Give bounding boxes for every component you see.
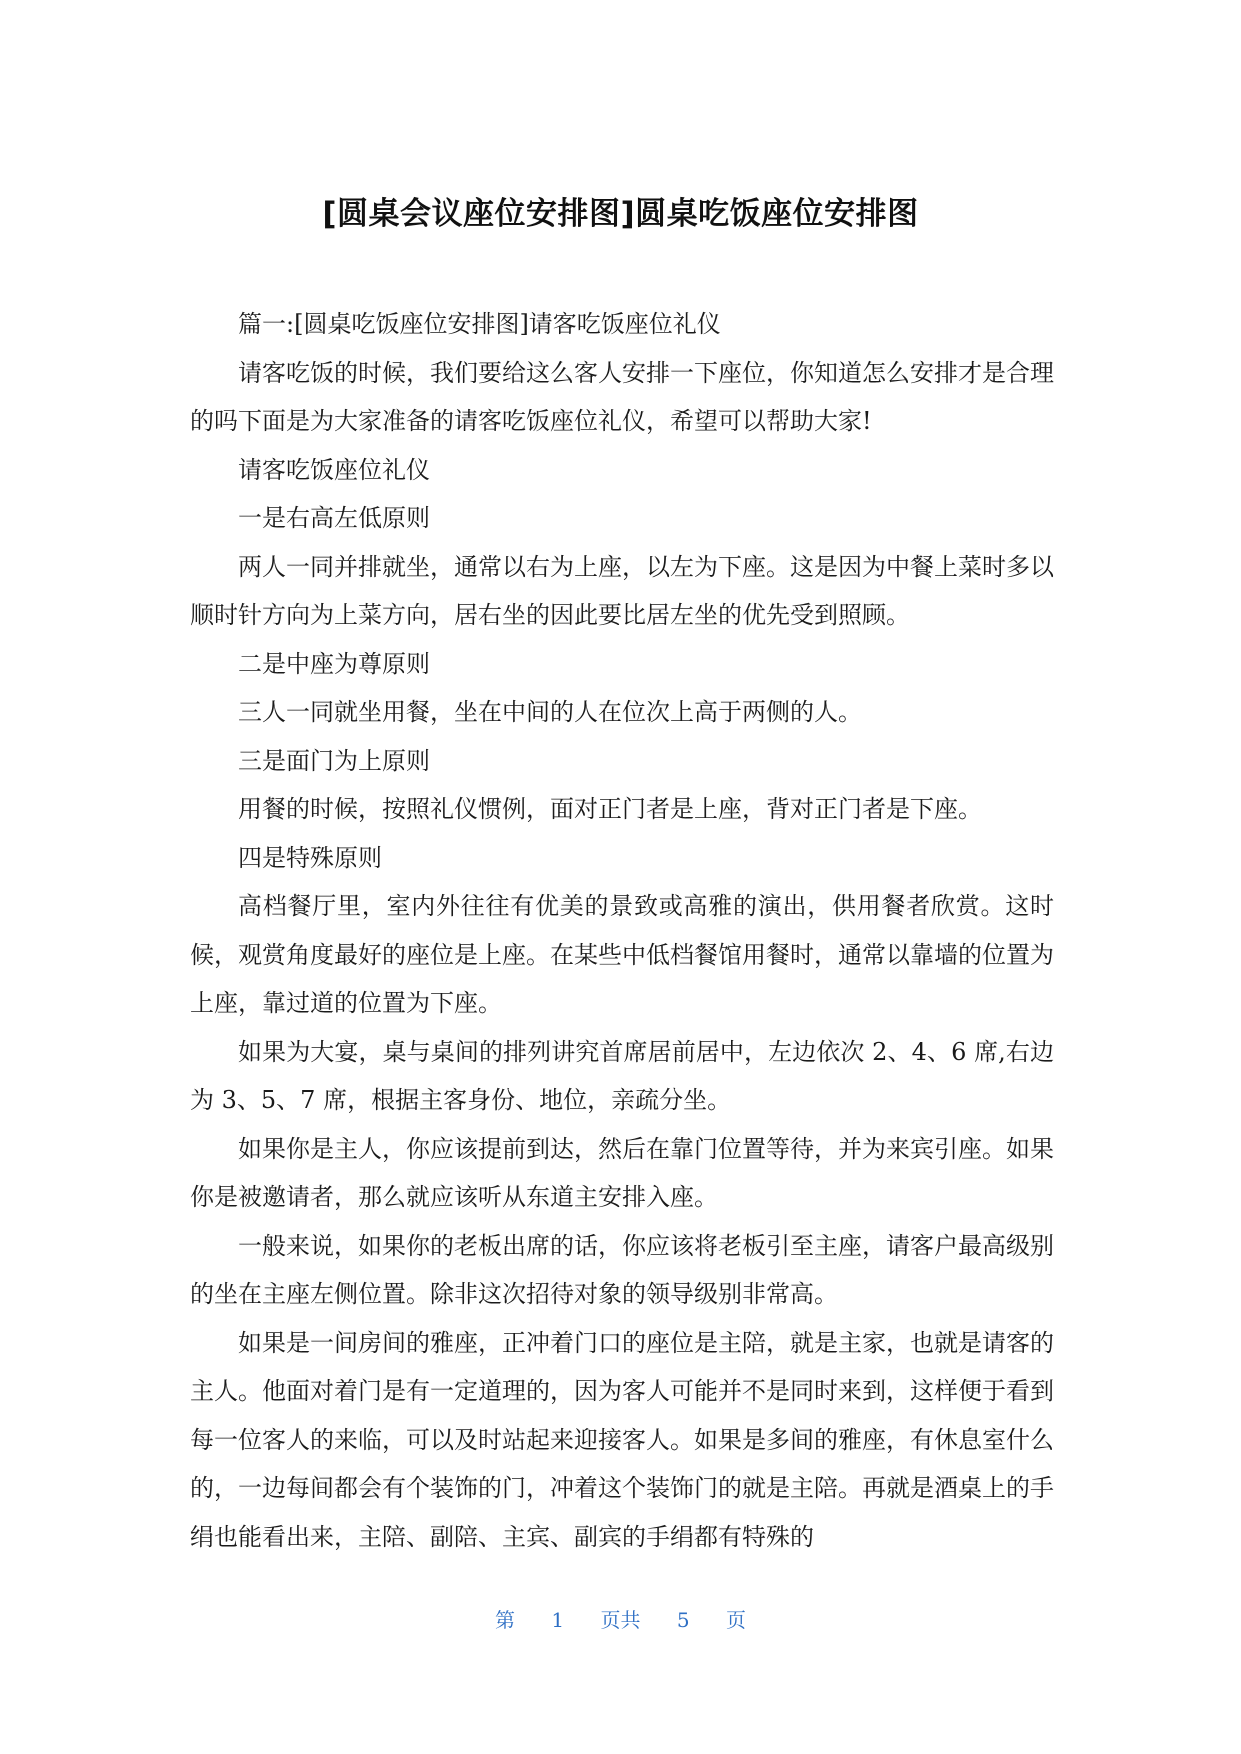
paragraph: 一是右高左低原则 [238,504,430,532]
paragraph: 四是特殊原则 [238,843,382,872]
paragraph: 请客吃饭座位礼仪 [238,455,430,484]
paragraph: 三是面门为上原则 [238,746,430,775]
footer-page-end-label: 页 [725,1608,746,1632]
footer-current-page: 1 [551,1608,565,1632]
footer-page-label: 第 [495,1608,516,1632]
paragraph: 篇一:[圆桌吃饭座位安排图]请客吃饭座位礼仪 [238,310,721,338]
document-body [190,300,1054,1561]
paragraph: 一般来说，如果你的老板出席的话，你应该将老板引至主座，请客户最高级别的坐在主座左侧位置。除非这次招待对象的领导级别非常高。 [190,1231,1054,1308]
paragraph: 如果为大宴，桌与桌间的排列讲究首席居前居中，左边依次 2、4、6 席,右边为 3、5、7 席，根据主客身份、地位，亲疏分坐。 [190,1037,1054,1114]
footer-total-pages: 5 [676,1608,690,1632]
paragraph: 如果你是主人，你应该提前到达，然后在靠门位置等待，并为来宾引座。如果你是被邀请者，那么就应该听从东道主安排入座。 [190,1134,1054,1211]
paragraph: 二是中座为尊原则 [238,649,430,678]
footer-page-of-label: 页共 [600,1608,641,1632]
paragraph: 三人一同就坐用餐，坐在中间的人在位次上高于两侧的人。 [238,698,862,726]
page-number-footer [0,1604,1241,1633]
paragraph: 如果是一间房间的雅座，正冲着门口的座位是主陪，就是主家，也就是请客的主人。他面对着门是有一定道理的，因为客人可能并不是同时来到，这样便于看到每一位客人的来临，可以及时站起来迎接客人。如果是多间的雅座，有休息室什么的，一边每间都会有个装饰的门，冲着这个装饰门的就是主陪。再就是酒桌上的手绢也能看出来，主陪、副陪、主宾、副宾的手绢都有特殊的 [190,1328,1054,1551]
paragraph: 两人一同并排就坐，通常以右为上座，以左为下座。这是因为中餐上菜时多以顺时针方向为上菜方向，居右坐的因此要比居左坐的优先受到照顾。 [190,552,1054,629]
paragraph: 请客吃饭的时候，我们要给这么客人安排一下座位，你知道怎么安排才是合理的吗下面是为大家准备的请客吃饭座位礼仪，希望可以帮助大家! [190,358,1054,435]
page-title: [圆桌会议座位安排图]圆桌吃饭座位安排图 [322,196,919,232]
paragraph: 高档餐厅里，室内外往往有优美的景致或高雅的演出，供用餐者欣赏。这时候，观赏角度最好的座位是上座。在某些中低档餐馆用餐时，通常以靠墙的位置为上座，靠过道的位置为下座。 [190,892,1054,1017]
paragraph: 用餐的时候，按照礼仪惯例，面对正门者是上座，背对正门者是下座。 [238,795,982,823]
